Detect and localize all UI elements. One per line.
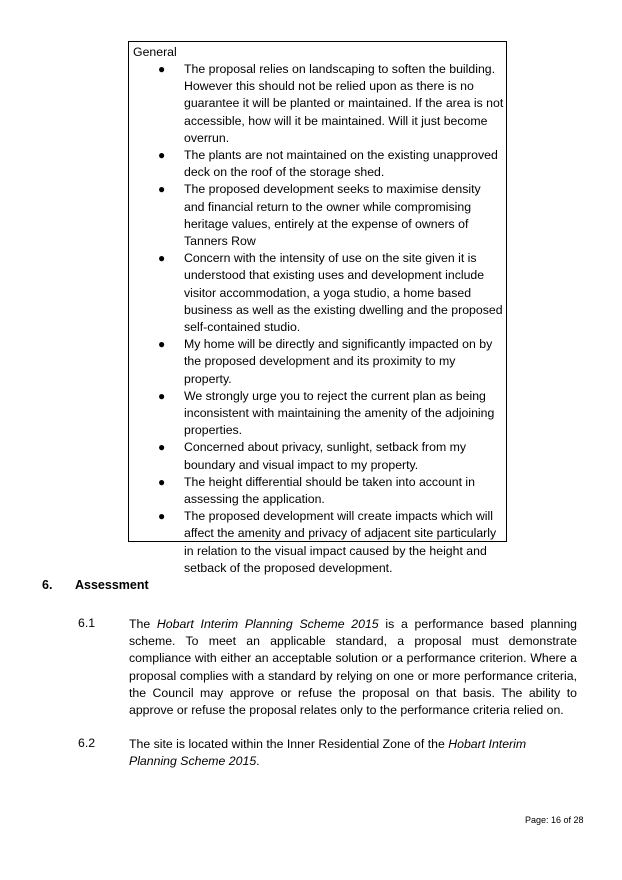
list-item-text: My home will be directly and significantly impacted on by the proposed development and its proximity to my property.: [184, 337, 493, 386]
text-run: is a performance based planning scheme. To meet an applicable standard, a proposal must demonstrate compliance with either an acceptable solution or a performance criterion. Where a proposal complies with a standard by relying on one or more performance criteria, the Council may approve or refuse the proposal on that basis. The ability to approve or refuse the proposal relates only to the performance criteria relied on.: [129, 617, 578, 718]
bullet-icon: ●: [158, 388, 166, 403]
bullet-icon: ●: [158, 148, 166, 163]
list-item: [129, 147, 506, 181]
section-number: 6.: [42, 578, 53, 592]
paragraph-number: 6.1: [78, 616, 96, 630]
paragraph-number: 6.2: [78, 736, 96, 750]
bullet-icon: ●: [158, 62, 166, 76]
bullet-icon: ●: [158, 182, 166, 197]
representation-summary-box: [128, 41, 507, 575]
list-item-text: The plants are not maintained on the existing unapproved deck on the roof of the storage shed.: [184, 148, 498, 180]
bullet-icon: ●: [158, 337, 166, 352]
box-heading: General: [133, 45, 177, 59]
list-item: [129, 474, 506, 508]
list-item-text: Concern with the intensity of use on the site given it is understood that existing uses and development include visitor accommodation, a yoga studio, a home based business as well as the existing dwelling and the proposed self-contained studio.: [184, 251, 503, 335]
bullet-icon: ●: [158, 251, 166, 266]
bullet-icon: ●: [158, 440, 166, 455]
list-item-text: The proposal relies on landscaping to soften the building. However this should not be relied upon as there is no guarantee it will be planted or maintained. If the area is not accessible, how will it be maintained. Will it just become overrun.: [184, 62, 504, 145]
paragraph-text: [129, 616, 577, 719]
list-item-text: The proposed development will create impacts which will affect the amenity and privacy of adjacent site particularly in relation to the visual impact caused by the height and setback of the proposed development.: [184, 509, 497, 575]
bullet-icon: ●: [158, 509, 166, 524]
list-item: [129, 181, 506, 250]
concerns-list: [129, 61, 506, 577]
list-item-text: The height differential should be taken into account in assessing the application.: [184, 474, 476, 507]
list-item: [129, 336, 506, 388]
list-item-text: We strongly urge you to reject the current plan as being inconsistent with maintaining the amenity of the adjoining properties.: [184, 388, 495, 438]
list-item: [129, 508, 506, 577]
list-item: [129, 250, 506, 336]
list-item-text: The proposed development seeks to maximise density and financial return to the owner while compromising heritage values, entirely at the expense of owners of Tanners Row: [184, 182, 481, 249]
paragraph-text: [129, 736, 577, 770]
page-number: Page: 16 of 28: [525, 815, 584, 825]
text-run: The: [129, 617, 157, 631]
list-item: [129, 439, 506, 473]
bullet-icon: ●: [158, 474, 166, 489]
list-item: [129, 61, 506, 147]
scheme-name: Hobart Interim Planning Scheme 2015: [156, 617, 379, 631]
section-title: Assessment: [75, 578, 149, 592]
list-item: [129, 388, 506, 440]
scheme-name: Hobart Interim Planning Scheme 2015: [129, 737, 527, 769]
text-run: The site is located within the Inner Residential Zone of the: [129, 737, 449, 751]
list-item-text: Concerned about privacy, sunlight, setback from my boundary and visual impact to my property.: [184, 440, 467, 472]
text-run: .: [256, 754, 260, 769]
